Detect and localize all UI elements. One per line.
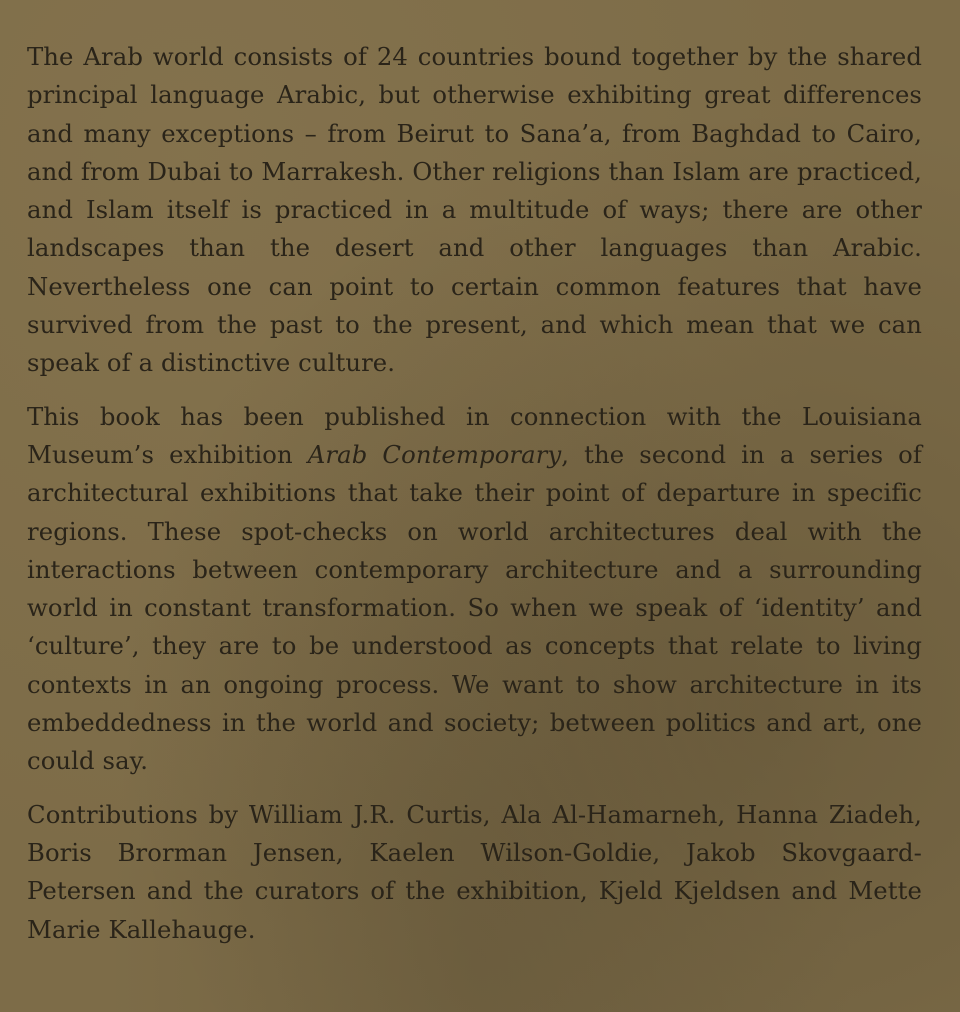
exhibition-title: Arab Contemporary xyxy=(307,439,562,469)
paragraph-exhibition-rest: , the second in a series of architectural exhibitions that take their point of departure in specific regions. These spot-checks on world architectures deal with the interactions between contemporary architecture and a surrounding world in constant transformation. So when we speak of ‘identity’ and ‘culture’, they are to be understood as concepts that relate to living contexts in an ongoing process. We want to show architecture in its embeddedness in the world and society; between politics and art, one could say. xyxy=(27,439,922,776)
paragraph-intro: The Arab world consists of 24 countries bound together by the shared principal language Arabic, but otherwise exhibiting great differences and many exceptions – from Beirut to Sana’a, from Baghdad to Cairo, and from Dubai to Marrakesh. Other religions than Islam are practiced, and Islam itself is practiced in a multitude of ways; there are other landscapes than the desert and other languages than Arabic. Nevertheless one can point to certain common features that have survived from the past to the present, and which mean that we can speak of a distinctive culture. xyxy=(27,42,922,378)
paragraph-exhibition-lead: This book has been published in connection with the Louisiana Museum’s exhibition xyxy=(27,401,922,469)
blurb-text xyxy=(27,38,922,949)
paragraph-exhibition xyxy=(27,398,922,781)
paragraph-contributors: Contributions by William J.R. Curtis, Ala Al-Hamarneh, Hanna Ziadeh, Boris Brorman Jensen, Kaelen Wilson-Goldie, Jakob Skovgaard-Petersen and the curators of the exhibition, Kjeld Kjeldsen and Mette Marie Kallehauge. xyxy=(27,799,922,944)
